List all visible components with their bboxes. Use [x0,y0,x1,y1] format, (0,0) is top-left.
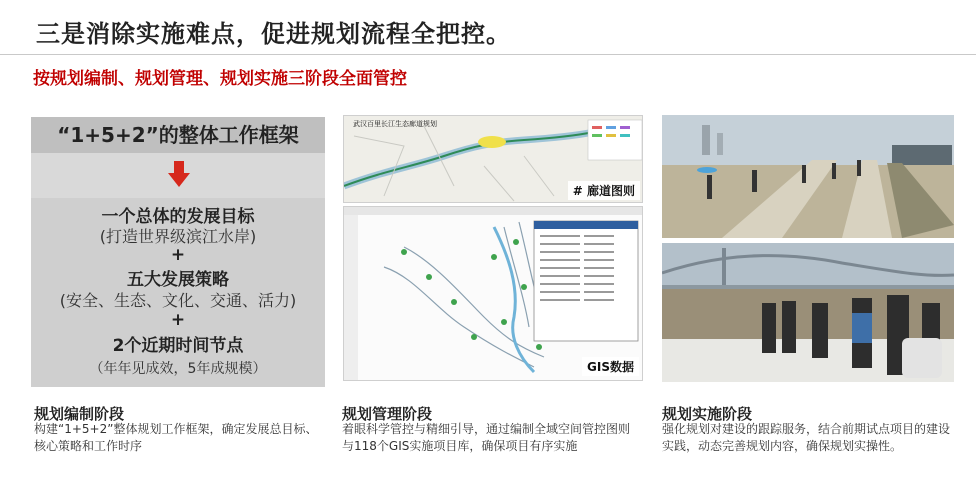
framework-body [31,198,325,387]
framework-milestones: 2个近期时间节点 [112,336,244,356]
stage-desc-implementation: 强化规划对建设的跟踪服务，结合前期试点项目的建设实践，动态完善规划内容，确保规划实操性。 [662,422,951,453]
framework-heading: “1+5+2”的整体工作框架 [31,117,325,153]
framework-plus-2: + [170,310,186,330]
stage-desc-planning: 构建“1+5+2”整体规划工作框架，确定发展总目标、核心策略和工作时序 [34,422,318,453]
corridor-map-label-text: 廊道图则 [586,184,635,198]
hash-icon: # [572,184,583,198]
framework-goal-detail: (打造世界级滨江水岸) [99,227,257,246]
gis-data-label: GIS数据 [582,357,639,376]
stage-desc-management: 着眼科学管控与精细引导，通过编制全域空间管控图则与118个GIS实施项目库，确保项目有序实施 [342,422,631,453]
corridor-map-caption: 武汉百里长江生态廊道规划 [353,120,437,128]
stage-title-planning: 规划编制阶段 [34,405,125,423]
corridor-map-image [343,115,643,203]
riverside-site-photo [662,115,954,238]
framework-milestones-detail: （年年见成效，5年成规模） [89,361,267,377]
stage-title-management: 规划管理阶段 [342,405,433,423]
corridor-map-label [568,181,640,200]
framework-plus-1: + [170,245,186,265]
boat-photo-graphic [662,243,954,382]
riverside-photo-graphic [662,115,954,238]
gis-map-graphic [344,207,643,381]
framework-strategies: 五大发展策略 [127,270,229,290]
framework-goal: 一个总体的发展目标 [101,207,255,227]
stage-title-implementation: 规划实施阶段 [662,405,753,423]
framework-strategies-detail: (安全、生态、文化、交通、活力) [59,291,297,310]
gis-data-image [343,206,643,381]
framework-panel [31,117,325,387]
down-arrow-icon [168,161,190,187]
title-divider [0,54,976,55]
page-title: 三是消除实施难点，促进规划流程全把控。 [36,20,511,48]
boat-inspection-photo [662,243,954,382]
page-subtitle: 按规划编制、规划管理、规划实施三阶段全面管控 [33,69,407,89]
